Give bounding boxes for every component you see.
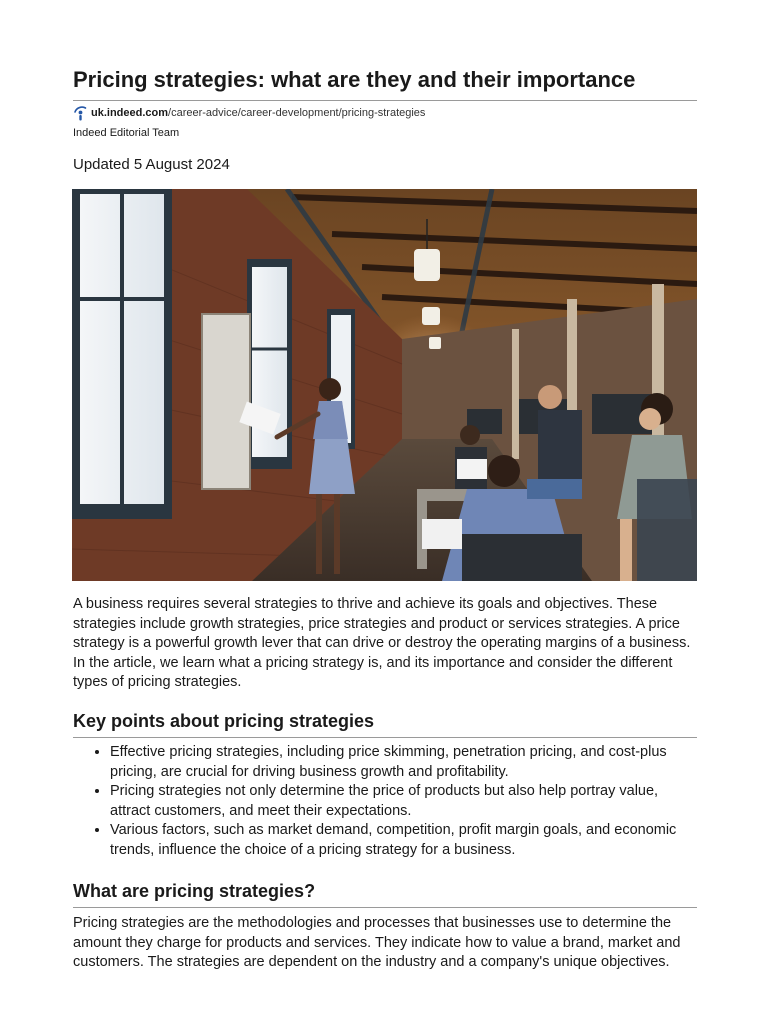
source-domain: uk.indeed.com — [91, 107, 169, 119]
author-byline: Indeed Editorial Team — [73, 127, 180, 139]
key-points-list — [73, 743, 697, 860]
source-link[interactable] — [73, 104, 425, 122]
list-item: • Various factors, such as market demand, competition, profit margin goals, and economic trends, influence the choice of a pricing strategy for a business. — [110, 821, 697, 860]
indeed-favicon-icon — [73, 105, 87, 121]
hero-image — [72, 189, 697, 581]
article-title: Pricing strategies: what are they and their importance — [73, 67, 636, 92]
section-heading-key-points: Key points about pricing strategies — [73, 711, 375, 731]
section-divider — [73, 907, 697, 908]
section-heading-what-are: What are pricing strategies? — [73, 881, 316, 901]
updated-date: Updated 5 August 2024 — [73, 156, 230, 173]
intro-paragraph: A business requires several strategies to thrive and achieve its goals and objectives. These strategies include growth strategies, price strategies and product or services strategies. A price strategy is a powerful growth lever that can drive or destroy the operating margins of a business. In the article, we learn what a pricing strategy is, and its importance and consider the different types of pricing strategies. — [73, 596, 691, 690]
list-item: • Pricing strategies not only determine the price of products but also help portray value, attract customers, and meet their expectations. — [110, 782, 697, 821]
title-divider — [73, 100, 697, 101]
section-divider — [73, 737, 697, 738]
source-path: /career-advice/career-development/pricing-strategies — [168, 107, 426, 119]
what-are-paragraph: Pricing strategies are the methodologies and processes that businesses use to determine the amount they charge for products and services. They indicate how to value a brand, market and customers. The strategies are dependent on the industry and a company's unique objectives. — [73, 915, 681, 970]
list-item: • Effective pricing strategies, including price skimming, penetration pricing, and cost-plus pricing, are crucial for driving business growth and profitability. — [110, 743, 697, 782]
